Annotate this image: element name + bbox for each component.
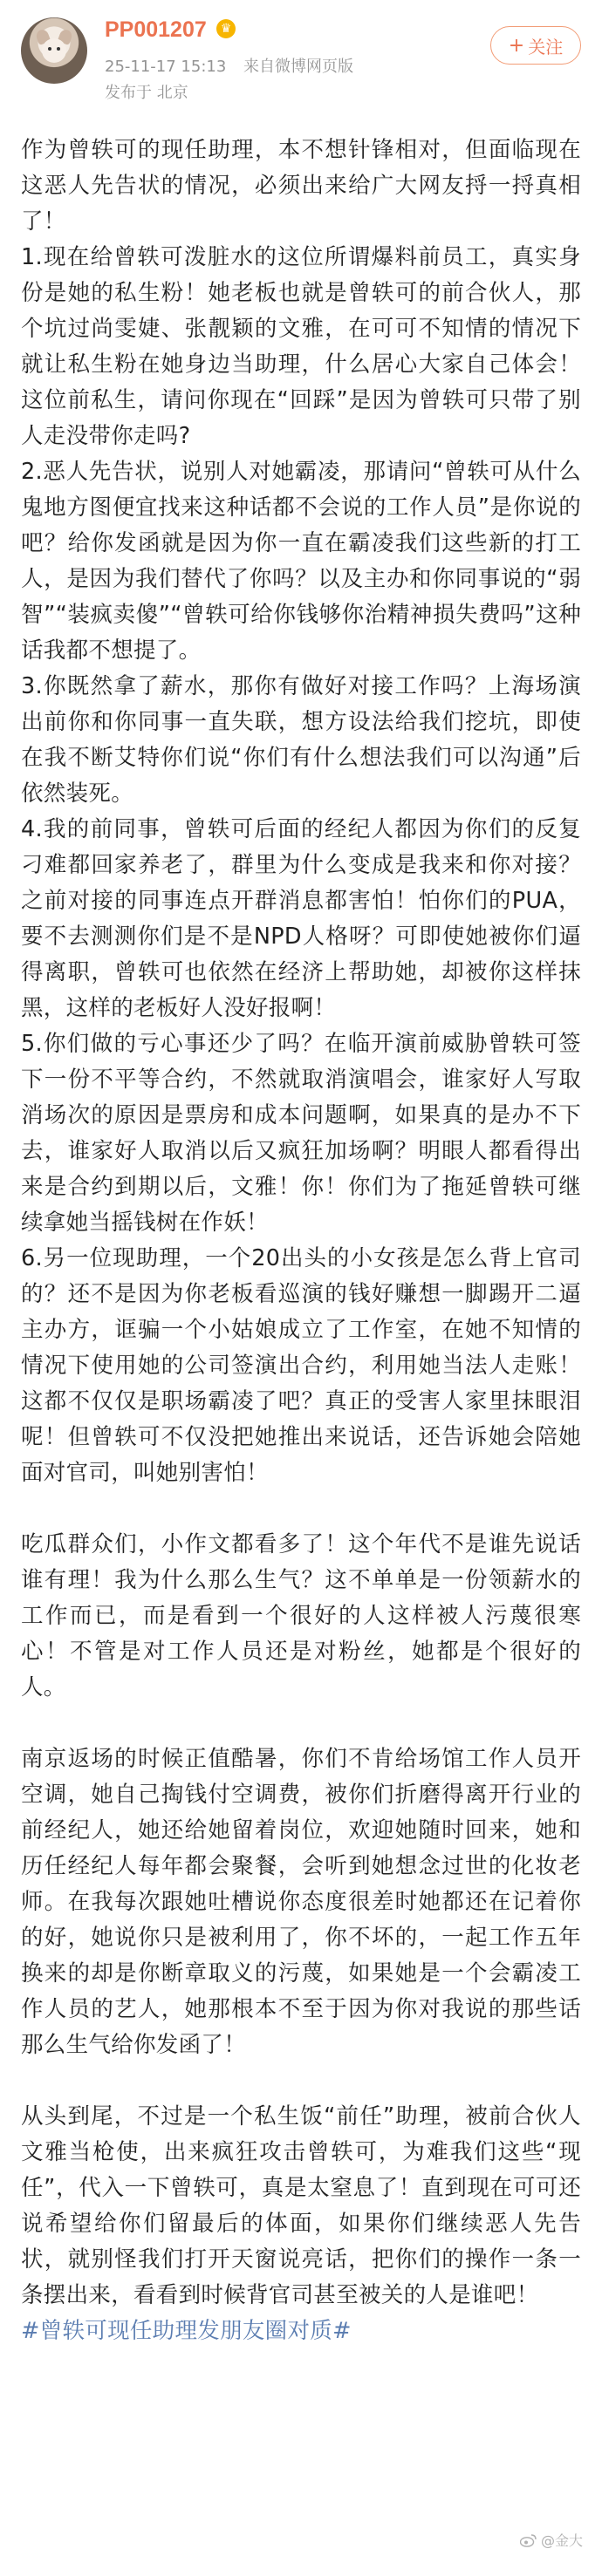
post-paragraph-point-4: 4.我的前同事，曾轶可后面的经纪人都因为你们的反复刁难都回家养老了，群里为什么变成是我来和你对接？之前对接的同事连点开群消息都害怕！怕你们的PUA，要不去测测你们是不是NPD人格呀？可即使她被你们逼得离职，曾轶可也依然在经济上帮助她，却被你这样抹黑，这样的老板好人没好报啊！: [21, 816, 581, 1021]
post-paragraph-point-3: 3.你既然拿了薪水，那你有做好对接工作吗？上海场演出前你和你同事一直失联，想方设法给我们挖坑，即使在我不断艾特你们说“你们有什么想法我们可以沟通”后依然装死。: [21, 673, 581, 807]
watermark-text: @金大: [540, 2532, 583, 2549]
post-paragraph-conclusion: 从头到尾，不过是一个私生饭“前任”助理，被前合伙人文雅当枪使，出来疯狂攻击曾轶可，为难我们这些“现任”，代入一下曾轶可，真是太窒息了！直到现在可可还说希望给你们留最后的体面，如果你们继续恶人先告状，就别怪我们打开天窗说亮话，把你们的操作一条一条摆出来，看看到时候背官司甚至被关的人是谁吧！: [21, 2103, 581, 2308]
post-source: 来自微博网页版: [243, 58, 354, 76]
post-paragraph-point-1: 1.现在给曾轶可泼脏水的这位所谓爆料前员工，真实身份是她的私生粉！她老板也就是曾轶可的前合伙人，那个坑过尚雯婕、张靓颖的文雅，在可可不知情的情况下就让私生粉在她身边当助理，什么居心大家自己体会！这位前私生，请问你现在“回踩”是因为曾轶可只带了别人走没带你走吗?: [21, 244, 581, 449]
avatar[interactable]: [21, 17, 87, 84]
follow-button-label: 关注: [528, 36, 564, 58]
avatar-face: [42, 38, 66, 63]
post-paragraph-point-6: 6.另一位现助理，一个20出头的小女孩是怎么背上官司的？还不是因为你老板看巡演的钱好赚想一脚踢开二逼主办方，诓骗一个小姑娘成立了工作室，在她不知情的情况下使用她的公司签演出合约，利用她当法人走账！这都不仅仅是职场霸凌了吧？真正的受害人家里抹眼泪呢！但曾轶可不仅没把她推出来说话，还告诉她会陪她面对官司，叫她别害怕！: [21, 1245, 581, 1486]
watermark: [520, 2530, 583, 2550]
post-location: 发布于 北京: [105, 84, 188, 102]
post-paragraph-point-2: 2.恶人先告状，说别人对她霸凌，那请问“曾轶可从什么鬼地方图便宜找来这种话都不会说的工作人员”是你说的吧？给你发函就是因为你一直在霸凌我们这些新的打工人，是因为我们替代了你吗？以及主办和你同事说的“弱智”“装疯卖傻”“曾轶可给你钱够你治精神损失费吗”这种话我都不想提了。: [21, 459, 581, 664]
weibo-logo-icon: [520, 2533, 537, 2547]
username-link[interactable]: PP001207: [105, 17, 207, 42]
post-paragraph-onlookers: 吃瓜群众们，小作文都看多了！这个年代不是谁先说话谁有理！我为什么那么生气？这不单单是一份领薪水的工作而已，而是看到一个很好的人这样被人污蔑很寒心！不管是对工作人员还是对粉丝，她都是个很好的人。: [21, 1531, 581, 1700]
post-meta: [105, 54, 366, 77]
post-paragraph-intro: 作为曾轶可的现任助理，本不想针锋相对，但面临现在这恶人先告状的情况，必须出来给广大网友捋一捋真相了！: [21, 137, 581, 235]
plus-icon: +: [508, 34, 525, 57]
avatar-eye-left: [48, 47, 51, 51]
post-paragraph-point-5: 5.你们做的亏心事还少了吗？在临开演前威胁曾轶可签下一份不平等合约，不然就取消演唱会，谁家好人写取消场次的原因是票房和成本问题啊，如果真的是办不下去，谁家好人取消以后又疯狂加场啊？明眼人都看得出来是合约到期以后，文雅！你！你们为了拖延曾轶可继续拿她当摇钱树在作妖！: [21, 1031, 581, 1236]
post-header: [0, 0, 602, 122]
avatar-eye-right: [57, 47, 60, 51]
post-body: [21, 133, 581, 2349]
post-timestamp[interactable]: 25-11-17 15:13: [105, 58, 227, 76]
crown-badge-icon: ♛: [216, 19, 236, 38]
hashtag-link[interactable]: #曾轶可现任助理发朋友圈对质#: [21, 2318, 352, 2344]
post-paragraph-nanjing: 南京返场的时候正值酷暑，你们不肯给场馆工作人员开空调，她自己掏钱付空调费，被你们折磨得离开行业的前经纪人，她还给她留着岗位，欢迎她随时回来，她和历任经纪人每年都会聚餐，会听到她想念过世的化妆老师。在我每次跟她吐槽说你态度很差时她都还在记着你的好，她说你只是被利用了，你不坏的，一起工作五年换来的却是你断章取义的污蔑，如果她是一个会霸凌工作人员的艺人，她那根本不至于因为你对我说的那些话那么生气给你发函了！: [21, 1746, 581, 2058]
follow-button[interactable]: [490, 26, 581, 65]
